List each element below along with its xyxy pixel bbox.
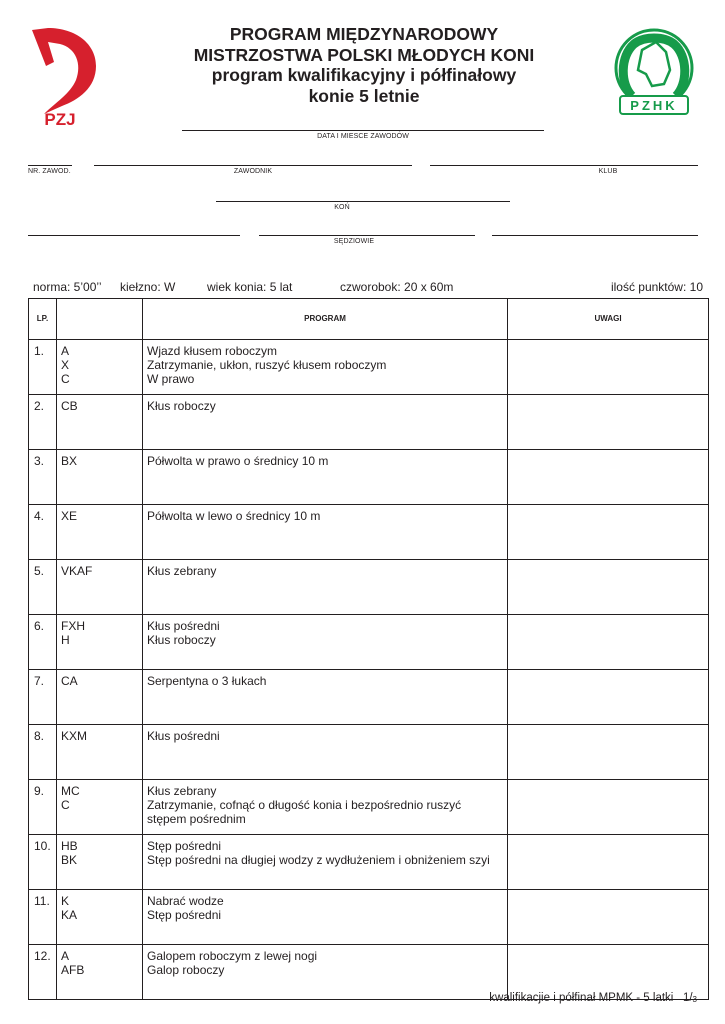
program-description — [143, 505, 508, 560]
arena-info: czworobok: 20 x 60m — [340, 280, 454, 294]
page-footer — [489, 992, 697, 1004]
pzhk-logo-text: PZHK — [630, 98, 678, 113]
lp-header: LP. — [29, 299, 57, 340]
arena-letter: K — [61, 894, 70, 908]
program-description — [143, 725, 508, 780]
pzj-logo — [24, 22, 106, 130]
arena-letters — [57, 505, 143, 560]
club-caption: KLUB — [598, 168, 618, 175]
table-row — [29, 340, 709, 395]
footer-text: kwalifikacjie i półfinał MPMK - 5 latki — [489, 992, 674, 1004]
program-line: Kłus pośredni — [147, 729, 220, 743]
arena-letter: AFB — [61, 963, 85, 977]
arena-letter: C — [61, 798, 70, 812]
program-line: Nabrać wodze — [147, 894, 224, 908]
remarks-cell[interactable] — [508, 780, 709, 835]
arena-letter: C — [61, 372, 70, 386]
position-header — [57, 299, 143, 340]
remarks-cell[interactable] — [508, 505, 709, 560]
club-line[interactable] — [430, 165, 698, 166]
program-description — [143, 835, 508, 890]
program-description — [143, 395, 508, 450]
arena-letter: H — [61, 633, 70, 647]
remarks-cell[interactable] — [508, 560, 709, 615]
program-description — [143, 615, 508, 670]
table-row — [29, 615, 709, 670]
pzj-logo-text: PZJ — [44, 110, 76, 129]
horse-caption: KOŃ — [334, 204, 350, 211]
program-line: Półwolta w lewo o średnicy 10 m — [147, 509, 321, 523]
page-total: 3 — [692, 995, 697, 1004]
arena-letter: KA — [61, 908, 78, 922]
horse-line[interactable] — [216, 201, 510, 202]
arena-letters — [57, 560, 143, 615]
title-line-2: MISTRZOSTWA POLSKI MŁODYCH KONI — [193, 44, 535, 65]
document-title — [120, 24, 608, 106]
judge-line-1[interactable] — [28, 235, 240, 236]
judge-line-2[interactable] — [259, 235, 475, 236]
arena-letter: A — [61, 344, 70, 358]
program-line: Wjazd kłusem roboczym — [147, 344, 278, 358]
horse-head-icon — [638, 42, 670, 86]
program-description — [143, 780, 508, 835]
competitor-no-line[interactable] — [28, 165, 72, 166]
arena-letters — [57, 340, 143, 395]
table-row — [29, 890, 709, 945]
date-place-caption: DATA I MIESCE ZAWODÓW — [317, 133, 409, 140]
judge-line-3[interactable] — [492, 235, 698, 236]
table-row — [29, 560, 709, 615]
row-number: 10. — [29, 835, 57, 890]
arena-letters — [57, 945, 143, 1000]
program-line: Kłus pośredni — [147, 619, 220, 633]
arena-letters — [57, 890, 143, 945]
program-line: Kłus roboczy — [147, 399, 216, 413]
bit-info: kiełzno: W — [120, 280, 176, 294]
row-number: 3. — [29, 450, 57, 505]
row-number: 7. — [29, 670, 57, 725]
arena-letters — [57, 615, 143, 670]
program-line: Stęp pośredni na długiej wodzy z wydłużeniem i obniżeniem szyi — [147, 853, 490, 867]
program-description — [143, 340, 508, 395]
rider-line[interactable] — [94, 165, 412, 166]
program-line: Galopem roboczym z lewej nogi — [147, 949, 318, 963]
program-line: Galop roboczy — [147, 963, 225, 977]
arena-letter: X — [61, 358, 70, 372]
title-line-3: program kwalifikacyjny i półfinałowy — [211, 65, 517, 85]
program-line: Kłus zebrany — [147, 784, 217, 798]
remarks-cell[interactable] — [508, 450, 709, 505]
table-row — [29, 725, 709, 780]
competitor-no-caption: NR. ZAWOD. — [28, 168, 71, 175]
program-line: Zatrzymanie, cofnąć o długość konia i bezpośrednio ruszyć — [147, 798, 462, 812]
row-number: 8. — [29, 725, 57, 780]
program-line: Stęp pośredni — [147, 839, 222, 853]
table-row — [29, 670, 709, 725]
remarks-header: UWAGI — [508, 299, 709, 340]
program-header: PROGRAM — [143, 299, 508, 340]
arena-letter: BX — [61, 454, 78, 468]
table-row — [29, 450, 709, 505]
date-place-line[interactable] — [182, 130, 544, 131]
program-line: W prawo — [147, 372, 195, 386]
table-row — [29, 505, 709, 560]
title-line-1: PROGRAM MIĘDZYNARODOWY — [229, 24, 499, 44]
arena-letters — [57, 450, 143, 505]
row-number: 12. — [29, 945, 57, 1000]
remarks-cell[interactable] — [508, 340, 709, 395]
program-table — [28, 298, 709, 1000]
program-description — [143, 890, 508, 945]
table-row — [29, 395, 709, 450]
program-line: Serpentyna o 3 łukach — [147, 674, 267, 688]
remarks-cell[interactable] — [508, 890, 709, 945]
arena-letter: HB — [61, 839, 78, 853]
program-line: Stęp pośredni — [147, 908, 222, 922]
arena-letters — [57, 835, 143, 890]
program-description — [143, 945, 508, 1000]
arena-letter: BK — [61, 853, 78, 867]
judges-caption: SĘDZIOWIE — [333, 238, 375, 245]
norm-info: norma: 5’00’’ — [33, 280, 102, 294]
row-number: 9. — [29, 780, 57, 835]
program-line: Kłus roboczy — [147, 633, 216, 647]
arena-letters — [57, 780, 143, 835]
arena-letter: VKAF — [61, 564, 93, 578]
arena-letter: FXH — [61, 619, 85, 633]
arena-letter: CA — [61, 674, 78, 688]
program-description — [143, 560, 508, 615]
remarks-cell[interactable] — [508, 835, 709, 890]
points-info: ilość punktów: 10 — [610, 280, 703, 294]
pzhk-logo — [612, 26, 696, 118]
title-line-4: konie 5 letnie — [308, 85, 420, 106]
row-number: 5. — [29, 560, 57, 615]
row-number: 1. — [29, 340, 57, 395]
pzj-horse-mark — [32, 28, 96, 114]
remarks-cell[interactable] — [508, 395, 709, 450]
rider-caption: ZAWODNIK — [233, 168, 273, 175]
row-number: 6. — [29, 615, 57, 670]
arena-letter: A — [61, 949, 70, 963]
program-description — [143, 670, 508, 725]
age-info: wiek konia: 5 lat — [207, 280, 293, 294]
arena-letter: MC — [61, 784, 80, 798]
row-number: 2. — [29, 395, 57, 450]
program-line: Półwolta w prawo o średnicy 10 m — [147, 454, 329, 468]
arena-letter: XE — [61, 509, 78, 523]
arena-letters — [57, 395, 143, 450]
program-line: stępem pośrednim — [147, 812, 246, 826]
table-row — [29, 780, 709, 835]
remarks-cell[interactable] — [508, 615, 709, 670]
horseshoe-icon — [623, 38, 685, 96]
remarks-cell[interactable] — [508, 670, 709, 725]
page-number: 1/ — [682, 992, 693, 1004]
program-description — [143, 450, 508, 505]
arena-letters — [57, 725, 143, 780]
program-line: Kłus zebrany — [147, 564, 217, 578]
row-number: 11. — [29, 890, 57, 945]
arena-letter: KXM — [61, 729, 88, 743]
table-row — [29, 835, 709, 890]
remarks-cell[interactable] — [508, 725, 709, 780]
row-number: 4. — [29, 505, 57, 560]
table-header-row — [29, 299, 709, 340]
arena-letters — [57, 670, 143, 725]
program-line: Zatrzymanie, ukłon, ruszyć kłusem roboczym — [147, 358, 387, 372]
arena-letter: CB — [61, 399, 78, 413]
